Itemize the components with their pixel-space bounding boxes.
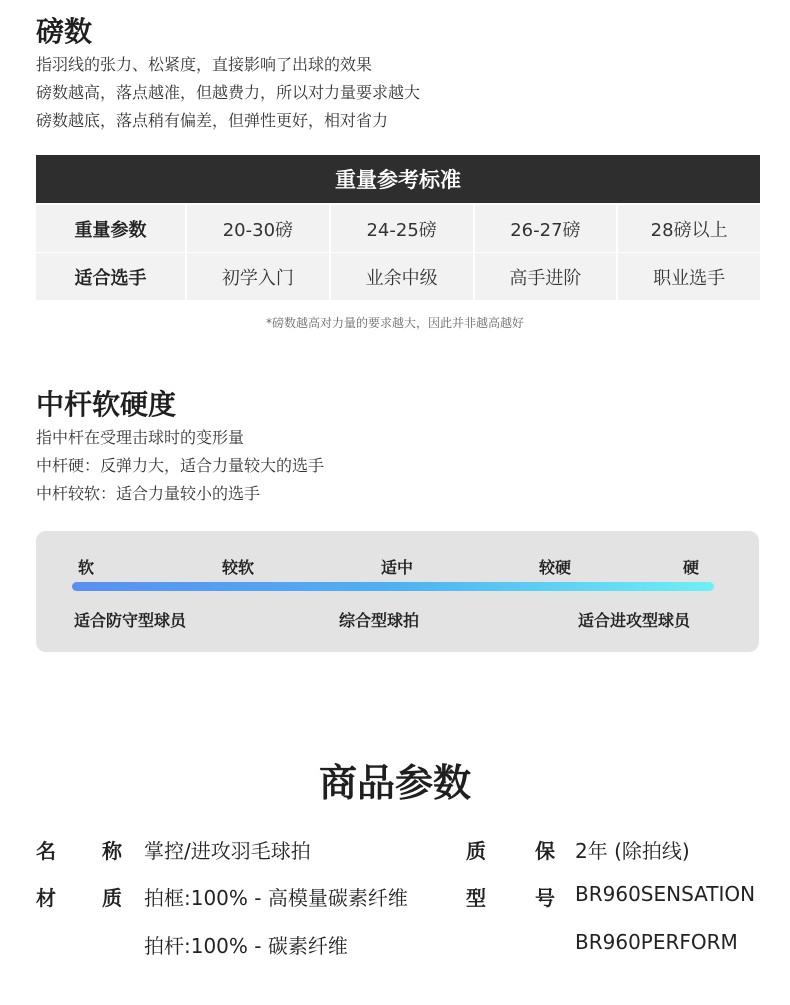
- scale-sub-defensive: 适合防守型球员: [74, 611, 187, 630]
- spec-key-warranty-2: 保: [535, 839, 555, 863]
- spec-value-warranty: 2年 (除拍线): [575, 839, 690, 863]
- stiffness-gradient-bar: [72, 582, 714, 591]
- table-row: [36, 205, 760, 252]
- table-cell: 24-25磅: [329, 205, 473, 252]
- table-cell: 20-30磅: [185, 205, 329, 252]
- spec-key-material-1: 材: [36, 886, 56, 910]
- spec-value-model-1: BR960SENSATION: [575, 882, 756, 906]
- spec-key-model-2: 号: [535, 886, 555, 910]
- scale-label-medium-soft: 较软: [222, 558, 255, 577]
- spec-key-name-2: 称: [102, 839, 122, 863]
- specs-title: 商品参数: [318, 761, 471, 805]
- spec-value-material-shaft: 拍杆:100% - 碳素纤维: [144, 934, 348, 958]
- weight-reference-table: [36, 155, 760, 300]
- pounds-line: 磅数越高，落点越准，但越费力，所以对力量要求越大: [36, 83, 421, 102]
- table-cell: 适合选手: [74, 267, 147, 289]
- table-cell: 初学入门: [185, 253, 329, 300]
- shaft-title: 中杆软硬度: [36, 388, 177, 421]
- scale-label-medium-stiff: 较硬: [539, 558, 572, 577]
- scale-label-stiff: 硬: [683, 558, 700, 577]
- spec-value-material-frame: 拍框:100% - 高模量碳素纤维: [144, 886, 408, 910]
- table-header: 重量参考标准: [36, 155, 760, 203]
- table-cell: 26-27磅: [473, 205, 617, 252]
- scale-label-medium: 适中: [381, 558, 414, 577]
- stiffness-scale: [36, 531, 759, 652]
- shaft-line: 中杆硬：反弹力大，适合力量较大的选手: [36, 456, 325, 475]
- spec-key-name-1: 名: [36, 839, 56, 863]
- pounds-note: *磅数越高对力量的要求越大，因此并非越高越好: [265, 316, 524, 330]
- scale-label-soft: 软: [78, 558, 95, 577]
- spec-key-model-1: 型: [466, 886, 486, 910]
- table-cell: 重量参数: [74, 219, 147, 241]
- shaft-description: [36, 424, 324, 508]
- scale-sub-offensive: 适合进攻型球员: [578, 611, 691, 630]
- table-cell: 业余中级: [329, 253, 473, 300]
- pounds-title: 磅数: [36, 15, 93, 48]
- shaft-line: 中杆较软：适合力量较小的选手: [36, 484, 261, 503]
- pounds-description: [36, 51, 420, 135]
- table-cell: 职业选手: [616, 253, 760, 300]
- pounds-line: 磅数越底，落点稍有偏差，但弹性更好，相对省力: [36, 111, 389, 130]
- spec-key-material-2: 质: [102, 886, 122, 910]
- scale-sub-allround: 综合型球拍: [339, 611, 420, 630]
- spec-value-name: 掌控/进攻羽毛球拍: [144, 839, 311, 863]
- pounds-line: 指羽线的张力、松紧度，直接影响了出球的效果: [36, 55, 373, 74]
- shaft-line: 指中杆在受理击球时的变形量: [36, 428, 245, 447]
- table-cell: 28磅以上: [616, 205, 760, 252]
- table-row: [36, 253, 760, 300]
- table-cell: 高手进阶: [473, 253, 617, 300]
- spec-value-model-2: BR960PERFORM: [575, 930, 738, 954]
- spec-key-warranty-1: 质: [466, 839, 486, 863]
